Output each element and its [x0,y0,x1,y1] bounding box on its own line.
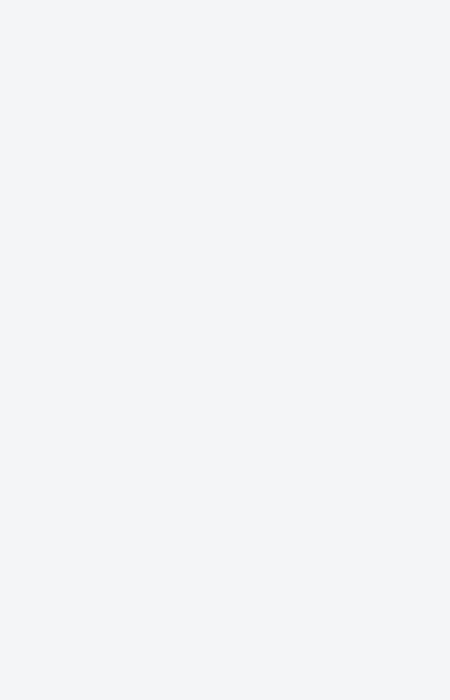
spicy-szechuan-list [10,0,442,2]
